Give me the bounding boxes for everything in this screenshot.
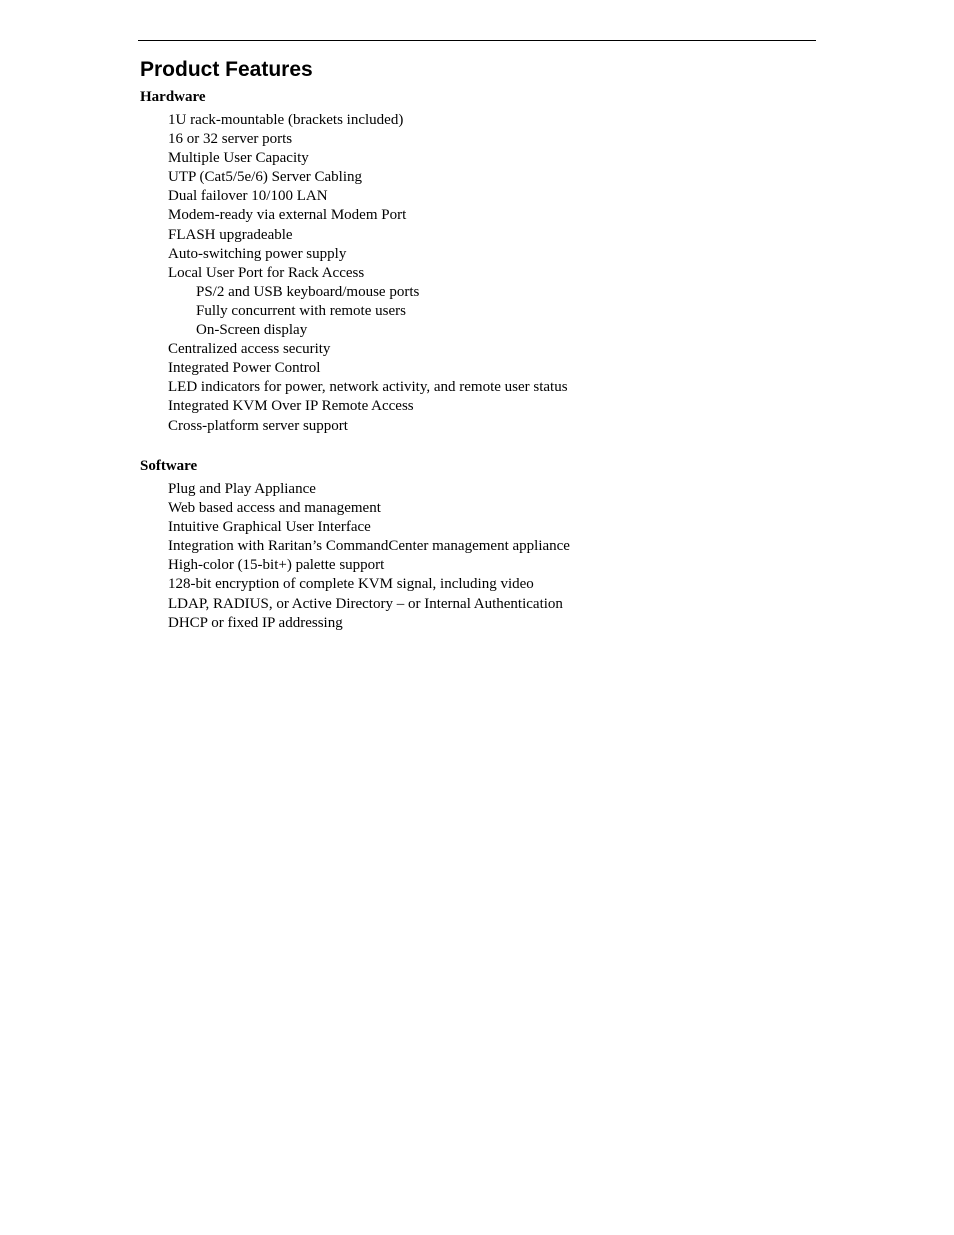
hardware-feature-item: Integrated Power Control: [168, 360, 321, 377]
software-feature-item: 128-bit encryption of complete KVM signal, including video: [168, 576, 534, 593]
hardware-feature-item: Integrated KVM Over IP Remote Access: [168, 398, 414, 415]
hardware-feature-item: UTP (Cat5/5e/6) Server Cabling: [168, 169, 362, 186]
hardware-heading: Hardware: [140, 89, 206, 105]
software-feature-item: Intuitive Graphical User Interface: [168, 519, 371, 536]
hardware-sub-feature-item: Fully concurrent with remote users: [196, 302, 406, 319]
hardware-feature-list: [168, 111, 568, 436]
hardware-feature-item: Dual failover 10/100 LAN: [168, 188, 328, 205]
hardware-feature-item: LED indicators for power, network activity, and remote user status: [168, 379, 568, 396]
hardware-feature-item: 16 or 32 server ports: [168, 131, 293, 148]
software-heading: Software: [140, 458, 198, 474]
hardware-feature-item: Multiple User Capacity: [168, 150, 309, 167]
software-feature-list: [168, 480, 570, 633]
hardware-feature-item: Cross-platform server support: [168, 417, 348, 434]
page-title: Product Features: [140, 58, 313, 81]
software-feature-item: Web based access and management: [168, 500, 381, 517]
hardware-feature-item: 1U rack-mountable (brackets included): [168, 112, 404, 128]
hardware-sub-feature-item: On-Screen display: [196, 322, 308, 339]
software-feature-item: DHCP or fixed IP addressing: [168, 614, 343, 631]
hardware-feature-item: Local User Port for Rack Access: [168, 264, 365, 281]
hardware-feature-item: Centralized access security: [168, 341, 331, 358]
software-feature-item: LDAP, RADIUS, or Active Directory – or Internal Authentication: [168, 595, 563, 612]
hardware-feature-item: Auto-switching power supply: [168, 245, 347, 262]
header-rule: [138, 40, 816, 41]
software-feature-item: High-color (15-bit+) palette support: [168, 557, 385, 574]
hardware-feature-item: Modem-ready via external Modem Port: [168, 207, 407, 224]
hardware-sub-feature-item: PS/2 and USB keyboard/mouse ports: [196, 283, 420, 300]
software-feature-item: Integration with Raritan’s CommandCenter management appliance: [168, 538, 570, 555]
software-feature-item: Plug and Play Appliance: [168, 481, 316, 497]
hardware-feature-item: FLASH upgradeable: [168, 226, 293, 243]
